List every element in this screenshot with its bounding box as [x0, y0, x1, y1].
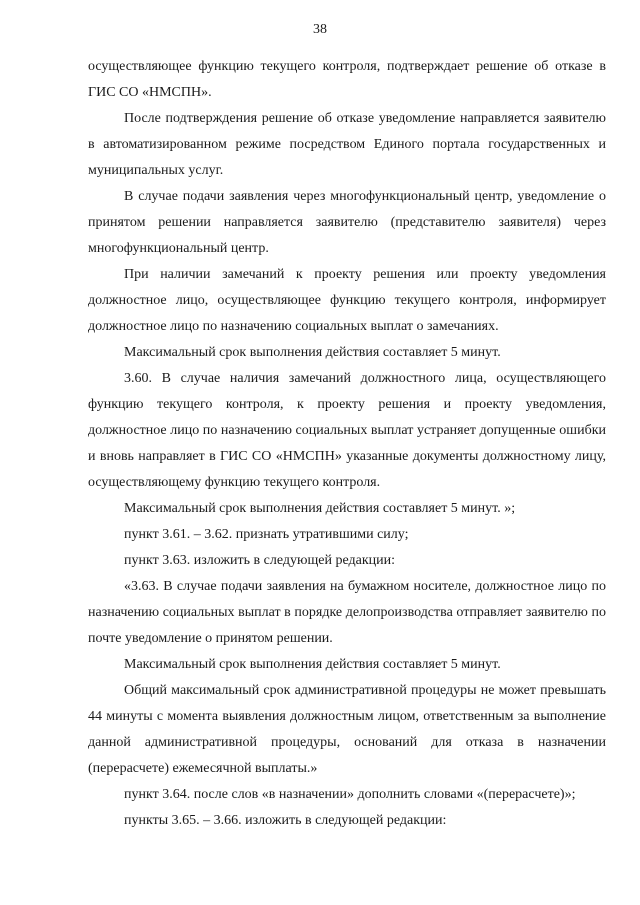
paragraph-continuation: осуществляющее функцию текущего контроля, подтверждает решение об отказе в ГИС СО «НМСПН».	[88, 59, 606, 100]
paragraph-3-63-intro: пункт 3.63. изложить в следующей редакции:	[124, 553, 395, 568]
paragraph-3-64: пункт 3.64. после слов «в назначении» дополнить словами «(перерасчете)»;	[124, 787, 576, 802]
paragraph-3-60: 3.60. В случае наличия замечаний должностного лица, осуществляющего функцию текущего контроля, к проекту решения и проекту уведомления, должностное лицо по назначению социальных выплат устраняет допущенные ошибки и вновь направляет в ГИС СО «НМСПН» указанные документы должностному лицу, осуществляющему функцию текущего контроля.	[88, 371, 606, 490]
paragraph-remarks: При наличии замечаний к проекту решения или проекту уведомления должностное лицо, осуществляющее функцию текущего контроля, информирует должностное лицо по назначению социальных выплат о замечаниях.	[88, 267, 606, 334]
paragraph-max-time: Максимальный срок выполнения действия составляет 5 минут.	[124, 345, 501, 360]
paragraph-total-time: Общий максимальный срок административной процедуры не может превышать 44 минуты с момента выявления должностным лицом, ответственным за выполнение данной административной процедуры, оснований для отказа в назначении (перерасчете) ежемесячной выплаты.»	[88, 683, 606, 776]
document-body	[88, 54, 606, 834]
paragraph-3-63: «3.63. В случае подачи заявления на бумажном носителе, должностное лицо по назначению социальных выплат в порядке делопроизводства отправляет заявителю по почте уведомление о принятом решении.	[88, 579, 606, 646]
paragraph-max-time-2: Максимальный срок выполнения действия составляет 5 минут.	[124, 657, 501, 672]
paragraph-mfc-notification: В случае подачи заявления через многофункциональный центр, уведомление о принятом решении направляется заявителю (представителю заявителя) через многофункциональный центр.	[88, 189, 606, 256]
page-number: 38	[313, 22, 327, 37]
paragraph-3-65-3-66: пункты 3.65. – 3.66. изложить в следующей редакции:	[124, 813, 447, 828]
paragraph-max-time-end: Максимальный срок выполнения действия составляет 5 минут. »;	[124, 501, 516, 516]
paragraph-refusal-confirmation: После подтверждения решение об отказе уведомление направляется заявителю в автоматизированном режиме посредством Единого портала государственных и муниципальных услуг.	[88, 111, 606, 178]
paragraph-3-61-3-62: пункт 3.61. – 3.62. признать утратившими силу;	[124, 527, 409, 542]
